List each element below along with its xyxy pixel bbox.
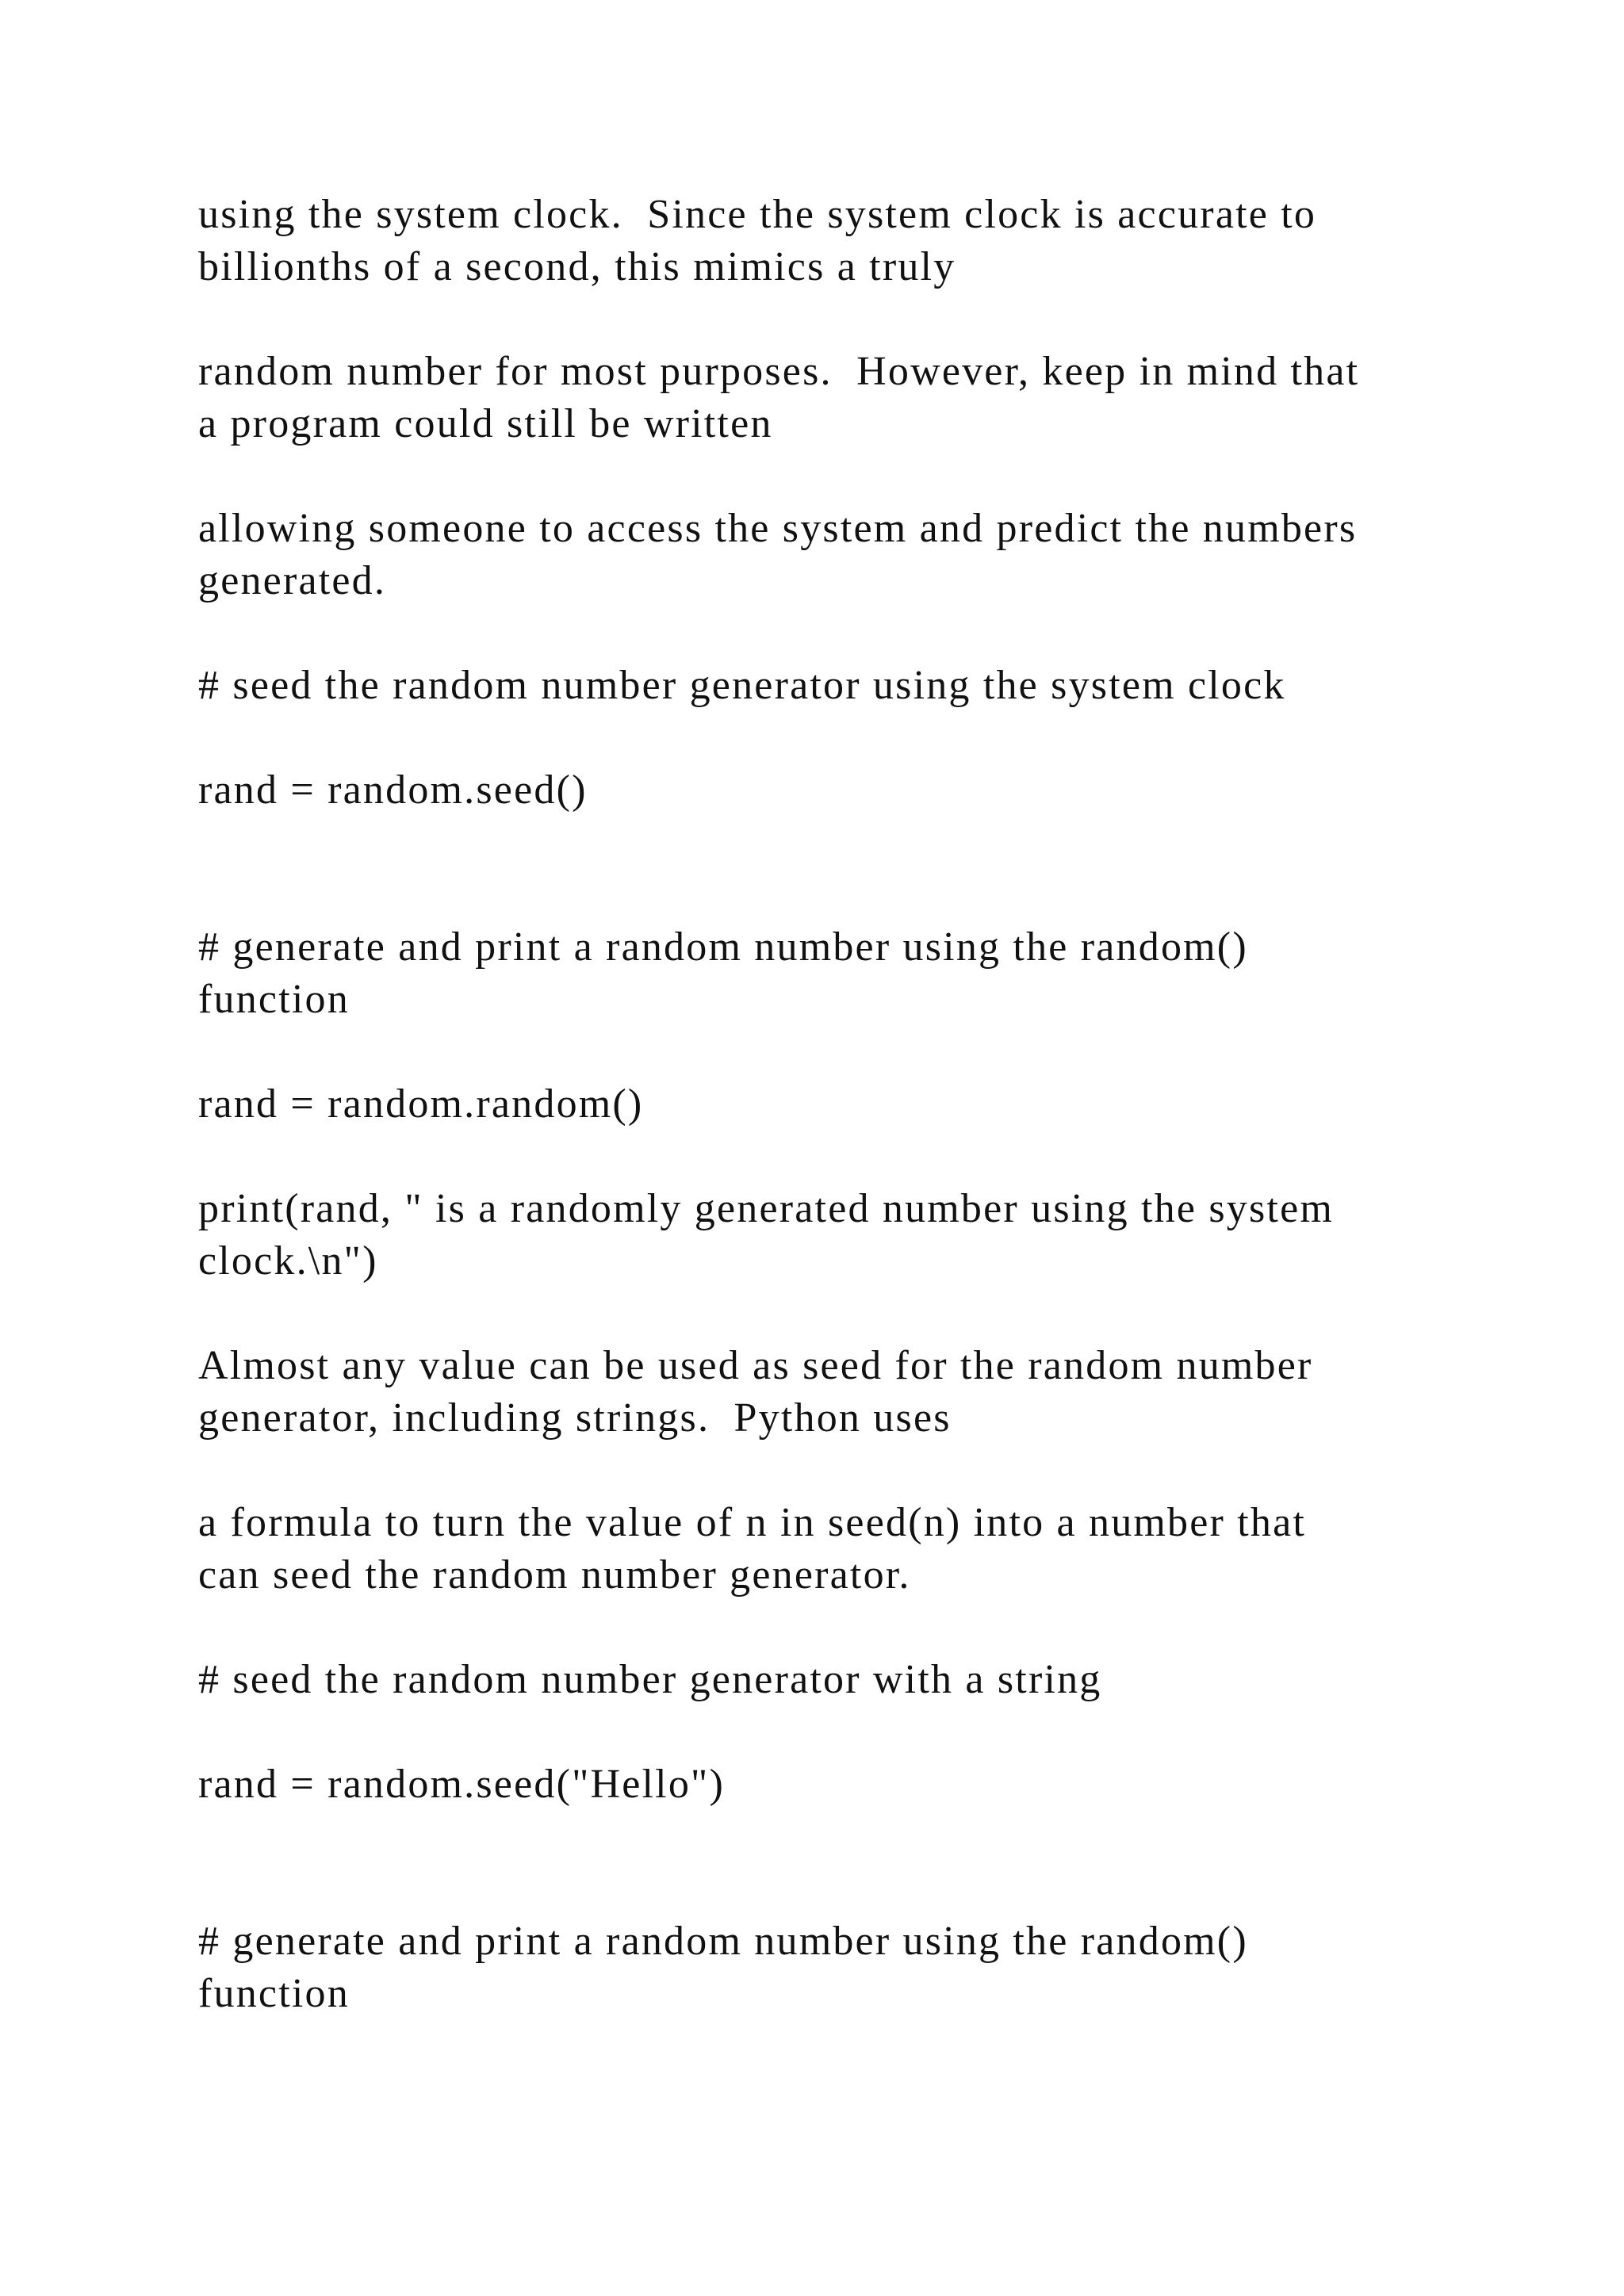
code-comment-seed-clock: # seed the random number generator using the system clock bbox=[198, 663, 1286, 708]
paragraph-seed-formula: a formula to turn the value of n in seed(n) into a number that can seed the random number generator. bbox=[198, 1500, 1307, 1598]
paragraph-system-clock: using the system clock. Since the system clock is accurate to billionths of a second, this mimics a truly bbox=[198, 192, 1317, 289]
document-body bbox=[198, 189, 1435, 2020]
code-line-seed: rand = random.seed() bbox=[198, 767, 588, 813]
paragraph-predict-numbers: allowing someone to access the system and predict the numbers generated. bbox=[198, 506, 1358, 603]
code-comment-generate-2: # generate and print a random number using the random() function bbox=[198, 1919, 1248, 2016]
code-comment-seed-string: # seed the random number generator with a string bbox=[198, 1657, 1102, 1702]
paragraph-seed-values: Almost any value can be used as seed for the random number generator, including strings. Python uses bbox=[198, 1343, 1313, 1441]
paragraph-random-purposes: random number for most purposes. However, keep in mind that a program could still be written bbox=[198, 349, 1360, 446]
code-line-print: print(rand, " is a randomly generated number using the system clock.\n") bbox=[198, 1186, 1334, 1284]
code-comment-generate: # generate and print a random number using the random() function bbox=[198, 924, 1248, 1022]
code-line-seed-hello: rand = random.seed("Hello") bbox=[198, 1762, 725, 1807]
code-line-random: rand = random.random() bbox=[198, 1081, 644, 1127]
